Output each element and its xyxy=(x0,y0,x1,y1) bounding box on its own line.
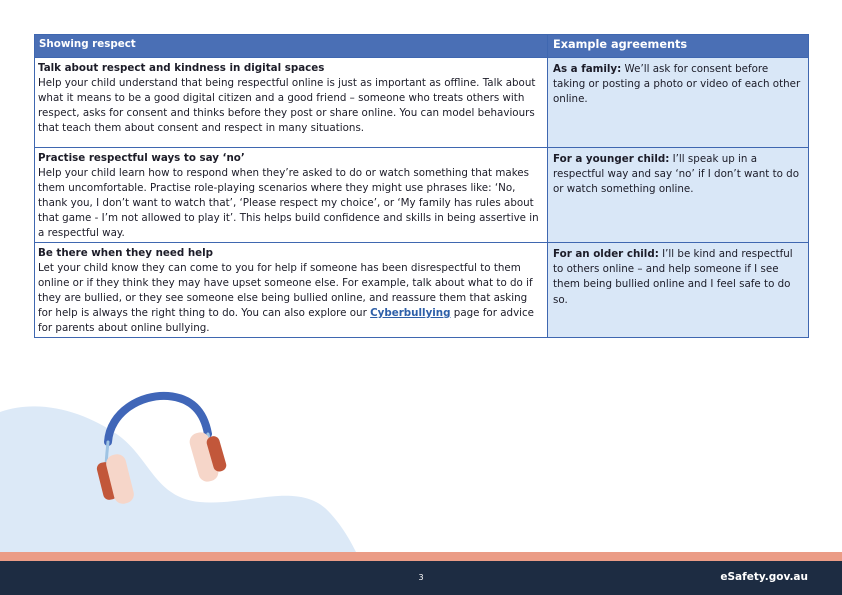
table-header-row xyxy=(35,35,809,58)
respect-cell xyxy=(35,243,548,338)
column-header-example-agreements: Example agreements xyxy=(548,35,809,58)
table-row xyxy=(35,58,809,148)
section-title: Talk about respect and kindness in digital spaces xyxy=(38,62,325,74)
section-body: Let your child know they can come to you for help if someone has been disrespectful to them online or if they think they may have upset someone else. For example, talk about what to do if they are bullied, or they see someone else being bullied online, and reassure them that asking for help is always the right thing to do. You can also explore our xyxy=(38,262,533,319)
section-body: Help your child learn how to respond when they’re asked to do or watch something that makes them uncomfortable. Practise role-playing scenarios where they might use phrases like: ‘No, thank you, I don’t want to watch that’, ‘Please respect my choice’, or ‘My family has rules about that game - I’m not allowed to play it’. This helps build confidence and skills in being assertive in a respectful way. xyxy=(38,167,539,239)
footer-stripe xyxy=(0,552,842,561)
respect-table xyxy=(34,34,809,338)
agreement-cell xyxy=(548,243,809,338)
agreement-text: We’ll ask for consent before taking or posting a photo or video of each other online. xyxy=(553,63,801,106)
agreement-label: For an older child: xyxy=(553,248,659,260)
table-row xyxy=(35,243,809,338)
table-row xyxy=(35,148,809,243)
section-body: Help your child understand that being respectful online is just as important as offline. Talk about what it means to be a good digital citizen and a good friend – someone who treats others with respect, asks for consent and thinks before they post or share online. You can model behaviours that teach them about consent and respect in many situations. xyxy=(38,77,536,134)
agreement-label: For a younger child: xyxy=(553,153,670,165)
headphones-icon xyxy=(96,390,236,520)
section-title: Practise respectful ways to say ‘no’ xyxy=(38,152,245,164)
page-number: 3 xyxy=(418,573,424,582)
cyberbullying-link[interactable]: Cyberbullying xyxy=(370,307,451,319)
respect-cell xyxy=(35,148,548,243)
agreement-text: I’ll be kind and respectful to others online – and help someone if I see them being bullied online and I feel safe to do so. xyxy=(553,248,793,306)
footer-bar xyxy=(0,561,842,595)
column-header-showing-respect: Showing respect xyxy=(35,35,548,58)
section-body-continued: page for advice for parents about online bullying. xyxy=(38,307,535,334)
agreement-label: As a family: xyxy=(553,63,622,75)
site-url: eSafety.gov.au xyxy=(720,571,808,583)
agreement-cell xyxy=(548,148,809,243)
respect-cell xyxy=(35,58,548,148)
agreement-cell xyxy=(548,58,809,148)
section-title: Be there when they need help xyxy=(38,247,214,259)
agreement-text: I’ll speak up in a respectful way and say ‘no’ if I don’t want to do or watch something online. xyxy=(553,153,800,196)
